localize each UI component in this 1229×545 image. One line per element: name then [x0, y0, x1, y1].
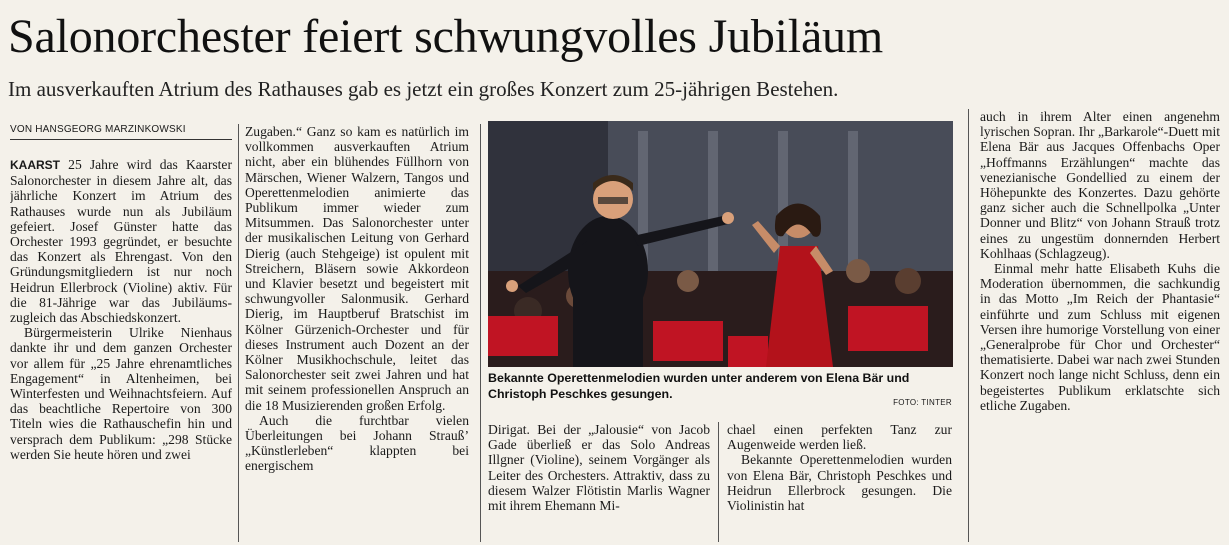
- column-divider: [968, 109, 969, 542]
- headline: Salonorchester feiert schwungvolles Jubiläum: [8, 10, 883, 63]
- photo-caption: Bekannte Operettenmelodien wurden unter anderem von Elena Bär und Christoph Peschkes gesungen.: [488, 371, 910, 401]
- paragraph: auch in ihrem Alter einen angenehm lyrischen Sopran. Ihr „Barkarole“-Duett mit Elena Bär aus Jacques Offenbachs Oper „Hoffmanns Erzählungen“ machte das venezianische Gondellied zu einem der Höhepunkte des Konzertes. Dazu gehörte ganz sicher auch die Schnellpolka „Unter Donner und Blitz“ von Johann Strauß trotz eines zu ungestüm donnernden Herbert Kohlhaas (Schlagzeug).: [980, 109, 1220, 261]
- column-divider: [238, 124, 239, 542]
- paragraph: Bekannte Operettenmelodien wurden von Elena Bär, Christoph Peschkes und Heidrun Ellerbrock gesungen. Die Violinistin hat: [727, 452, 952, 514]
- article-column-1: [10, 157, 232, 542]
- paragraph: Auch die furchtbar vielen Überleitungen bei Johann Strauß’ „Künstlerleben“ klappten bei energischem: [245, 412, 469, 474]
- column-divider: [718, 422, 719, 542]
- paragraph: chael einen perfekten Tanz zur Augenweide werden ließ.: [727, 422, 952, 453]
- subheadline: Im ausverkauften Atrium des Rathauses gab es jetzt ein großes Konzert zum 25-jährigen Bestehen.: [8, 77, 839, 101]
- photo-credit: FOTO: TINTER: [893, 398, 952, 407]
- paragraph: Dirigat. Bei der „Jalousie“ von Jacob Gade überließ er das Solo Andreas Illgner (Violine), seinem Vorgänger als Leiter des Orchesters. Attraktiv, dass zu diesem Walzer Flötistin Marlis Wagner mit ihrem Ehemann Mi-: [488, 422, 710, 514]
- paragraph-text: 25 Jahre wird das Kaarster Salonorchester in diesem Jahre alt, das jährliche Konzert im Atrium des Rathauses wurde nun als Jubiläum gefeiert. Josef Günster hatte das Orchester 1993 gegründet, er besuchte das Konzert als Ehrengast. Von den Gründungsmitgliedern ist nur noch Heidrun Ellerbrock (Violine) aktiv. Für die 81-Jährige war das Jubiläums- zugleich das Abschiedskonzert.: [10, 157, 232, 326]
- concert-photo-illustration: [488, 121, 953, 367]
- concert-photo: [488, 121, 953, 367]
- paragraph: Bürgermeisterin Ulrike Nienhaus dankte ihr und dem ganzen Orchester vor allem für „25 Jahre ehrenamtliches Engagement“ in Altenheimen, bei Winterfesten und Weihnachtsfeiern. Auf das beachtliche Repertoire von 300 Titeln wies die Rathauschefin hin und versprach dem Publikum: „298 Stücke werden Sie heute hören und zwei: [10, 325, 232, 462]
- paragraph: Einmal mehr hatte Elisabeth Kuhs die Moderation übernommen, die sachkundig in das Motto „Im Reich der Phantasie“ einführte und zum Schluss mit eigenen Versen ihre humorige Vorstellung von einer „Generalprobe für Chor und Orchester“ thematisierte. Dabei war nach zwei Stunden Konzert noch lange nicht Schluss, denn ein begeistertes Publikum erklatschte sich etliche Zugaben.: [980, 261, 1220, 413]
- article-column-4: [727, 422, 952, 542]
- byline: VON HANSGEORG MARZINKOWSKI: [10, 123, 232, 140]
- article-column-3: [488, 422, 710, 542]
- dateline: KAARST: [10, 158, 60, 172]
- article-column-5: [980, 109, 1220, 542]
- column-divider: [480, 124, 481, 542]
- article-column-2: [245, 124, 469, 542]
- paragraph: Zugaben.“ Ganz so kam es natürlich im vollkommen ausverkauften Atrium nicht, aber ein blühendes Füllhorn von Märschen, Wiener Walzern, Tangos und Operettenmelodien animierte das Publikum immer wieder zum Mitsummen. Das Salonorchester unter der musikalischen Leitung von Gerhard Dierig (auch Stehgeige) ist opulent mit Streichern, Bläsern sowie Akkordeon und Klavier besetzt und begeistert mit schwungvoller Salonmusik. Gerhard Dierig, im Hauptberuf Bratschist im Kölner Gürzenich-Orchester und für dieses Instrument auch Dozent an der Kölner Musikhochschule, leitet das Salonorchester seit zwei Jahren und hat mit seinem professionellen Anspruch an die 18 Musizierenden großen Erfolg.: [245, 124, 469, 413]
- paragraph: [10, 157, 232, 325]
